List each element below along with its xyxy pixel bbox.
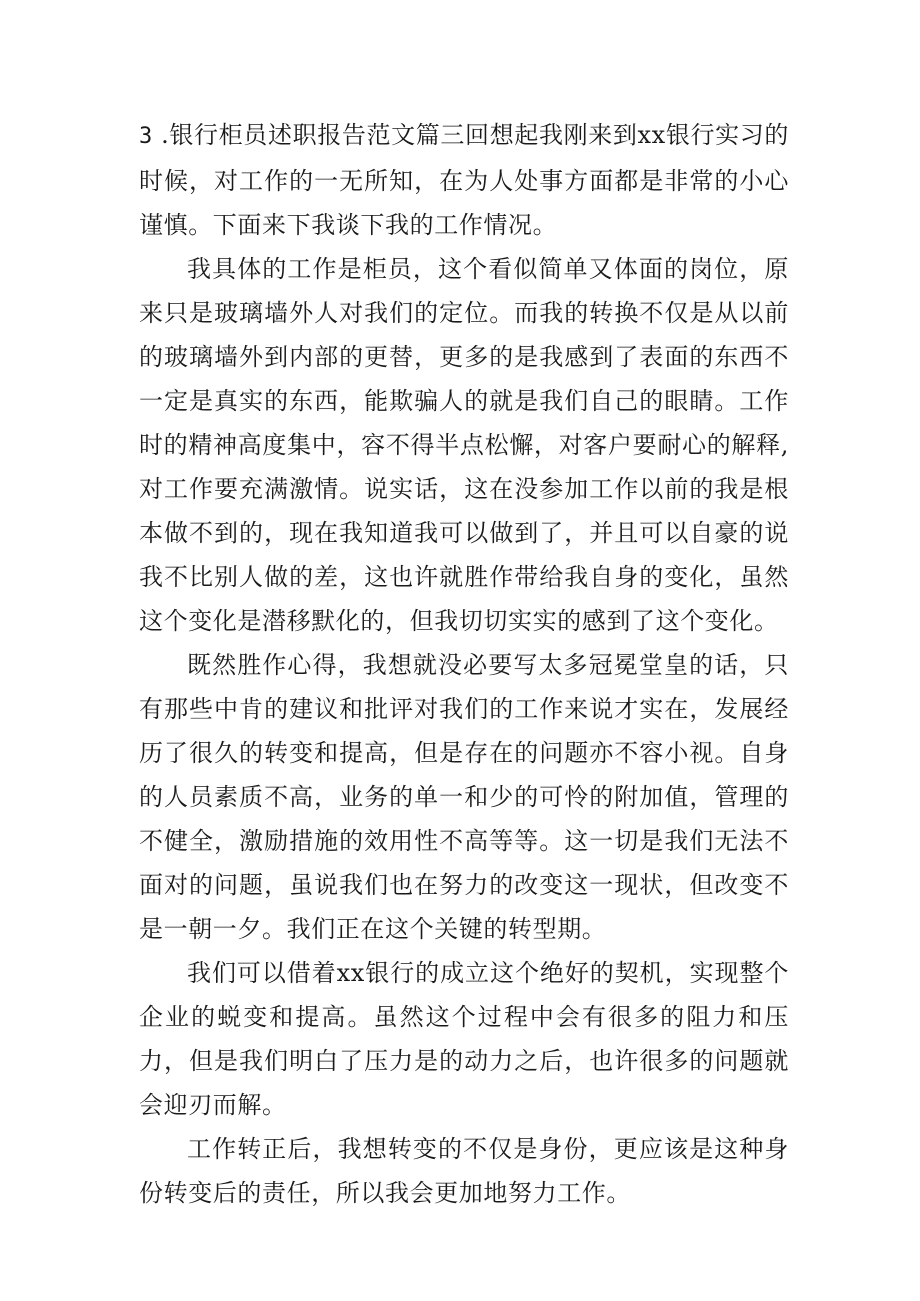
paragraph-5: 工作转正后，我想转变的不仅是身份，更应该是这种身份转变后的责任，所以我会更加地努力工作。 xyxy=(139,1135,789,1207)
paragraph-4: 我们可以借着xx银行的成立这个绝好的契机，实现整个企业的蜕变和提高。虽然这个过程中会有很多的阻力和压力，但是我们明白了压力是的动力之后，也许很多的问题就会迎刃而解。 xyxy=(139,959,789,1119)
paragraph-2: 我具体的工作是柜员，这个看似简单又体面的岗位，原来只是玻璃墙外人对我们的定位。而我的转换不仅是从以前的玻璃墙外到内部的更替，更多的是我感到了表面的东西不一定是真实的东西，能欺骗人的就是我们自己的眼睛。工作时的精神高度集中，容不得半点松懈，对客户要耐心的解释,对工作要充满激情。说实话，这在没参加工作以前的我是根本做不到的，现在我知道我可以做到了，并且可以自豪的说我不比别人做的差，这也许就胜作带给我自身的变化，虽然这个变化是潜移默化的，但我切切实实的感到了这个变化。 xyxy=(139,255,789,635)
paragraph-1-text: .银行柜员述职报告范文篇三回想起我刚来到xx银行实习的时候，对工作的一无所知，在为人处事方面都是非常的小心谨慎。下面来下我谈下我的工作情况。 xyxy=(139,121,789,239)
paragraph-3: 既然胜作心得，我想就没必要写太多冠冕堂皇的话，只有那些中肯的建议和批评对我们的工作来说才实在，发展经历了很久的转变和提高，但是存在的问题亦不容小视。自身的人员素质不高，业务的单一和少的可怜的附加值，管理的不健全，激励措施的效用性不高等等。这一切是我们无法不面对的问题，虽说我们也在努力的改变这一现状，但改变不是一朝一夕。我们正在这个关键的转型期。 xyxy=(139,651,789,943)
section-number: 3 xyxy=(139,124,153,149)
paragraph-1 xyxy=(139,113,789,247)
document-body xyxy=(139,113,789,1215)
